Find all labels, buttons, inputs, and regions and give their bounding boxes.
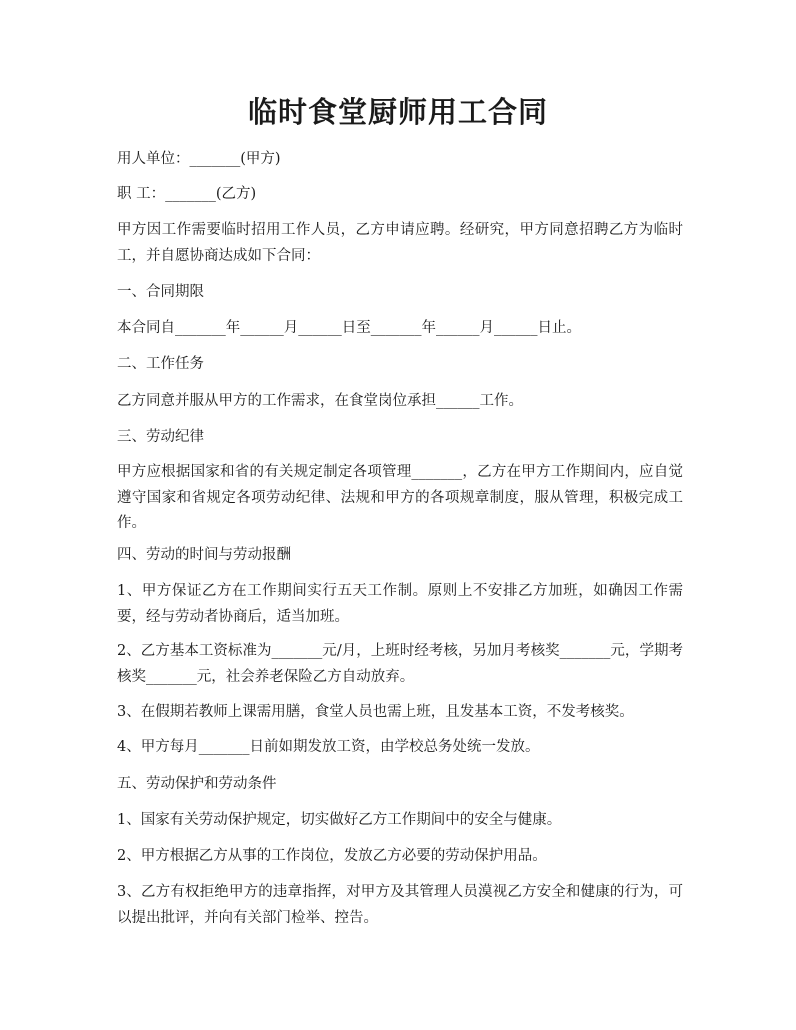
tasks-clause: 乙方同意并服从甲方的工作需求，在食堂岗位承担______工作。 <box>117 393 523 409</box>
document-title: 临时食堂厨师用工合同 <box>247 95 548 129</box>
employee-line: 职 工：_______(乙方) <box>117 186 257 202</box>
term-clause: 本合同自_______年______月______日至_______年______月______日止。 <box>117 320 581 336</box>
protection-clause-3: 3、乙方有权拒绝甲方的违章指挥，对甲方及其管理人员漠视乙方安全和健康的行为，可以提出批评，并向有关部门检举、控告。 <box>117 884 683 926</box>
section-heading-discipline: 三、劳动纪律 <box>117 429 204 445</box>
employer-line: 用人单位：_______(甲方) <box>117 151 281 167</box>
discipline-clause: 甲方应根据国家和省的有关规定制定各项管理_______，乙方在甲方工作期间内，应自觉遵守国家和省规定各项劳动纪律、法规和甲方的各项规章制度，服从管理，积极完成工作。 <box>117 464 683 531</box>
section-heading-term: 一、合同期限 <box>117 284 204 300</box>
section-heading-hours-pay: 四、劳动的时间与劳动报酬 <box>117 547 291 563</box>
section-heading-tasks: 二、工作任务 <box>117 356 204 372</box>
protection-clause-2: 2、甲方根据乙方从事的工作岗位，发放乙方必要的劳动保护用品。 <box>117 848 547 864</box>
pay-clause-2: 2、乙方基本工资标准为_______元/月，上班时经考核，另加月考核奖_______元，学期考核奖_______元，社会养老保险乙方自动放弃。 <box>117 643 683 685</box>
intro-paragraph: 甲方因工作需要临时招用工作人员，乙方申请应聘。经研究，甲方同意招聘乙方为临时工，并自愿协商达成如下合同： <box>117 222 683 264</box>
section-heading-protection: 五、劳动保护和劳动条件 <box>117 776 277 792</box>
protection-clause-1: 1、国家有关劳动保护规定，切实做好乙方工作期间中的安全与健康。 <box>117 812 562 828</box>
holiday-clause-3: 3、在假期若教师上课需用膳，食堂人员也需上班，且发基本工资，不发考核奖。 <box>117 704 634 720</box>
hours-clause-1: 1、甲方保证乙方在工作期间实行五天工作制。原则上不安排乙方加班，如确因工作需要，经与劳动者协商后，适当加班。 <box>117 583 683 625</box>
payday-clause-4: 4、甲方每月_______日前如期发放工资，由学校总务处统一发放。 <box>117 739 540 755</box>
